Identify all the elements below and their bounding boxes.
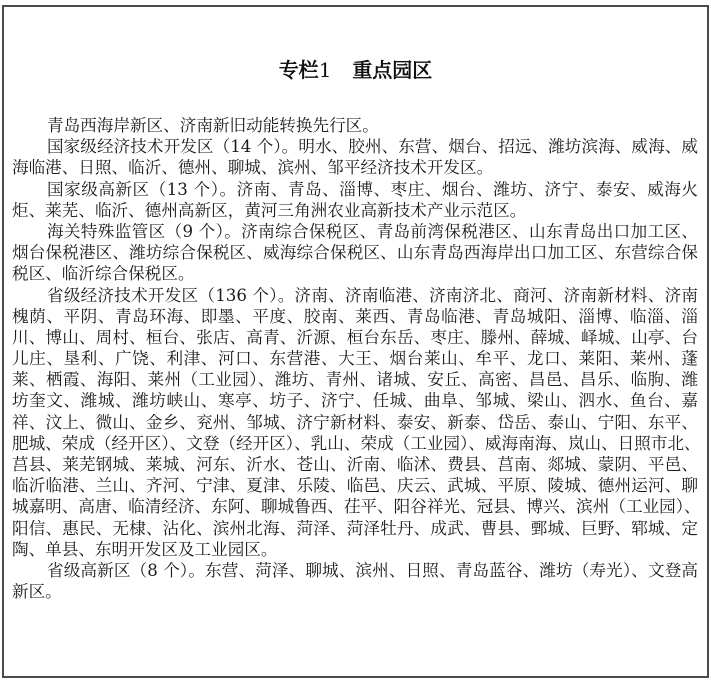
text-line: 临沂临港、兰山、齐河、宁津、夏津、乐陵、临邑、庆云、武城、平原、陵城、德州运河、聊 xyxy=(12,476,698,496)
text-line: 莱、栖霞、海阳、莱州（工业园）、潍坊、青州、诸城、安丘、高密、昌邑、昌乐、临朐、潍 xyxy=(12,370,698,390)
text-line: 莒县、莱芜钢城、莱城、河东、沂水、苍山、沂南、临沭、费县、莒南、郯城、蒙阴、平邑、 xyxy=(12,455,698,474)
paragraph-provincial-economic-development-zones xyxy=(12,285,701,560)
text-line: 祥、汶上、微山、金乡、兖州、邹城、济宁新材料、泰安、新泰、岱岳、泰山、宁阳、东平、 xyxy=(12,412,698,432)
column-body xyxy=(12,115,701,602)
paragraph-customs-special-supervision-zones xyxy=(12,221,698,285)
paragraph-national-economic-development-zones xyxy=(12,136,698,178)
text-line: 海临港、日照、临沂、德州、聊城、滨州、邹平经济技术开发区。 xyxy=(12,158,494,178)
column-title xyxy=(0,57,711,83)
text-line: 城嘉明、高唐、临清经济、东阿、聊城鲁西、茌平、阳谷祥光、冠县、博兴、滨州（工业园）、 xyxy=(12,497,701,517)
text-line: 国家级高新区（13 个）。济南、青岛、淄博、枣庄、烟台、潍坊、济宁、泰安、威海火 xyxy=(47,179,698,199)
text-line: 阳信、惠民、无棣、沾化、滨州北海、菏泽、菏泽牡丹、成武、曹县、鄄城、巨野、郓城、定 xyxy=(12,518,698,538)
paragraph-new-areas xyxy=(12,115,698,136)
text-line: 国家级经济技术开发区（14 个）。明水、胶州、东营、烟台、招远、潍坊滨海、威海、威 xyxy=(47,137,698,157)
text-line: 青岛西海岸新区、济南新旧动能转换先行区。 xyxy=(47,116,379,135)
text-line: 烟台保税港区、潍坊综合保税区、威海综合保税区、山东青岛西海岸出口加工区、东营综合保 xyxy=(12,243,698,263)
paragraph-national-high-tech-zones xyxy=(12,179,698,221)
text-line: 坊奎文、潍城、潍坊峡山、寒亭、坊子、济宁、任城、曲阜、邹城、梁山、泗水、鱼台、嘉 xyxy=(12,391,698,411)
text-line: 新区。 xyxy=(12,582,62,602)
text-line: 肥城、荣成（经开区）、文登（经开区）、乳山、荣成（工业园）、威海南海、岚山、日照市北、 xyxy=(12,433,701,453)
text-line: 税区、临沂综合保税区。 xyxy=(12,264,195,284)
column-title-text: 重点园区 xyxy=(352,58,433,82)
text-line: 炬、莱芜、临沂、德州高新区，黄河三角洲农业高新技术产业示范区。 xyxy=(12,200,527,220)
text-line: 儿庄、垦利、广饶、利津、河口、东营港、大王、烟台莱山、牟平、龙口、莱阳、莱州、蓬 xyxy=(12,349,698,369)
text-line: 省级高新区（8 个）。东营、菏泽、聊城、滨州、日照、青岛蓝谷、潍坊（寿光）、文登高 xyxy=(47,560,698,580)
column-title-prefix: 专栏 xyxy=(278,58,319,82)
text-line: 省级经济技术开发区（136 个）。济南、济南临港、济南济北、商河、济南新材料、济南 xyxy=(47,285,698,305)
column-title-number: 1 xyxy=(318,58,332,82)
text-line: 槐荫、平阴、青岛环海、即墨、平度、胶南、莱西、青岛临港、青岛城阳、淄博、临淄、淄 xyxy=(12,306,698,326)
text-line: 川、博山、周村、桓台、张店、高青、沂源、桓台东岳、枣庄、滕州、薛城、峄城、山亭、台 xyxy=(12,327,698,347)
text-line: 陶、单县、东明开发区及工业园区。 xyxy=(12,539,278,559)
text-line: 海关特殊监管区（9 个）。济南综合保税区、青岛前湾保税港区、山东青岛出口加工区、 xyxy=(47,221,698,241)
paragraph-provincial-high-tech-zones xyxy=(12,560,698,602)
